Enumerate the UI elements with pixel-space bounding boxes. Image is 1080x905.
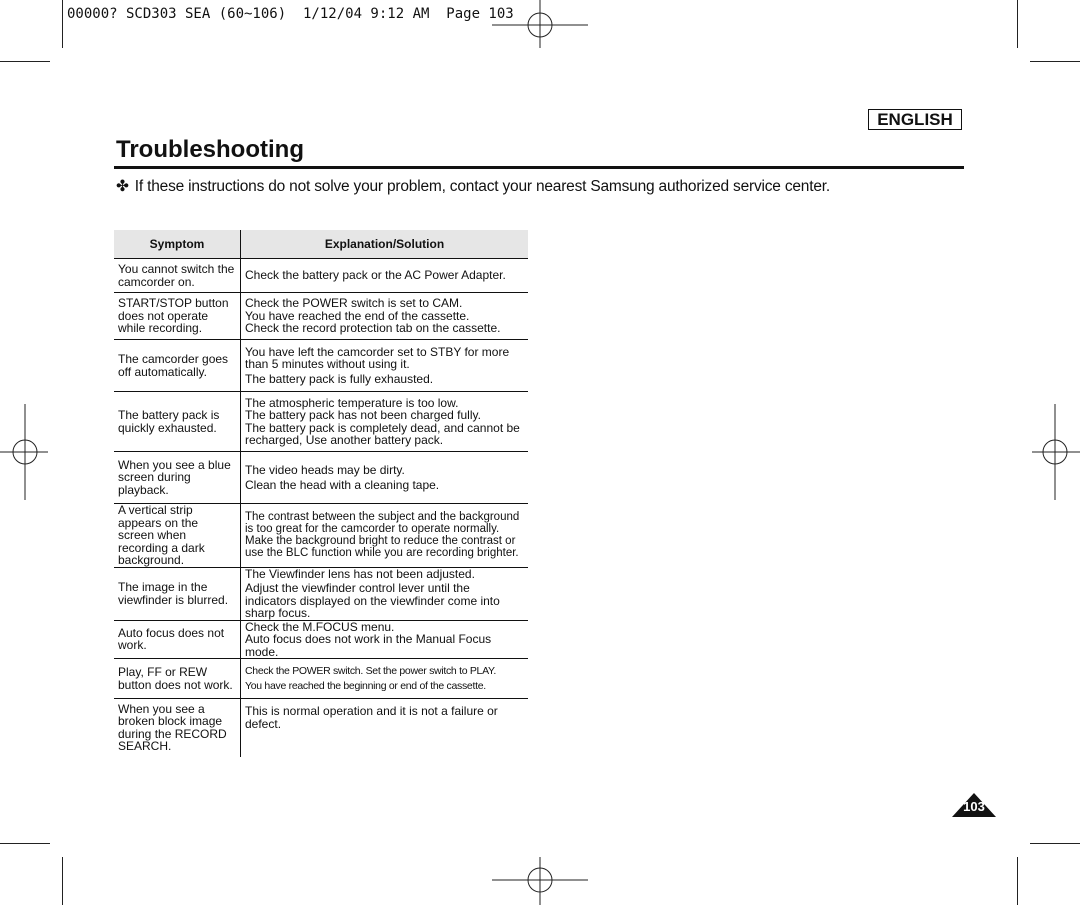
solution-line: The battery pack is completely dead, and cannot be recharged, Use another battery pack.: [245, 420, 520, 447]
solution-cell: [241, 259, 529, 293]
solution-cell: [241, 392, 529, 452]
table-row: [114, 620, 528, 659]
solution-line: Check the battery pack or the AC Power Adapter.: [245, 268, 506, 283]
symptom-cell: When you see a blue screen during playback.: [114, 452, 241, 504]
solution-cell: [241, 620, 529, 659]
print-header: 00000? SCD303 SEA (60~106) 1/12/04 9:12 AM Page 103: [67, 6, 514, 22]
table-row: [114, 504, 528, 568]
solution-line: You have reached the beginning or end of the cassette.: [245, 680, 486, 692]
header-solution: Explanation/Solution: [241, 230, 529, 259]
symptom-cell: The camcorder goes off automatically.: [114, 340, 241, 392]
table-row: [114, 259, 528, 293]
table-row: [114, 452, 528, 504]
solution-line: Check the M.FOCUS menu.: [245, 619, 395, 634]
solution-line: The atmospheric temperature is too low.: [245, 395, 459, 410]
solution-line: Check the record protection tab on the cassette.: [245, 321, 501, 336]
solution-line: Adjust the viewfinder control lever until the indicators displayed on the viewfinder come into sharp focus.: [245, 581, 500, 620]
troubleshooting-table: [114, 230, 528, 757]
symptom-cell: START/STOP button does not operate while recording.: [114, 293, 241, 340]
solution-cell: [241, 659, 529, 699]
symptom-cell: The battery pack is quickly exhausted.: [114, 392, 241, 452]
symptom-cell: You cannot switch the camcorder on.: [114, 259, 241, 293]
title-rule: [114, 166, 964, 169]
table-row: [114, 340, 528, 392]
solution-cell: [241, 293, 529, 340]
solution-line: The Viewfinder lens has not been adjusted.: [245, 566, 475, 581]
solution-cell: [241, 567, 529, 620]
solution-line: You have reached the end of the cassette.: [245, 308, 470, 323]
solution-line: This is normal operation and it is not a failure or defect.: [245, 704, 498, 731]
symptom-cell: Auto focus does not work.: [114, 620, 241, 659]
intro-text: If these instructions do not solve your problem, contact your nearest Samsung authorized service center.: [134, 178, 830, 195]
table-row: [114, 659, 528, 699]
solution-line: Check the POWER switch. Set the power switch to PLAY.: [245, 664, 496, 677]
solution-line: You have left the camcorder set to STBY for more than 5 minutes without using it.: [245, 344, 510, 372]
solution-line: Check the POWER switch is set to CAM.: [245, 296, 463, 311]
solution-cell: [241, 340, 529, 392]
symptom-cell: A vertical strip appears on the screen when recording a dark background.: [114, 504, 241, 568]
table-row: [114, 567, 528, 620]
page-number: 103: [963, 799, 985, 814]
solution-line: The battery pack is fully exhausted.: [245, 371, 434, 386]
symptom-cell: Play, FF or REW button does not work.: [114, 659, 241, 699]
solution-cell: [241, 452, 529, 504]
table-row: [114, 699, 528, 757]
table-row: [114, 392, 528, 452]
page-number-badge: [952, 793, 996, 817]
solution-cell: [241, 504, 529, 568]
page-title: Troubleshooting: [116, 136, 304, 163]
symptom-cell: The image in the viewfinder is blurred.: [114, 567, 241, 620]
bullet-icon: ✤: [116, 178, 129, 195]
header-symptom: Symptom: [114, 230, 241, 259]
solution-cell: [241, 699, 529, 757]
intro-note: [116, 177, 830, 196]
table-row: [114, 293, 528, 340]
solution-line: Auto focus does not work in the Manual Focus mode.: [245, 632, 492, 659]
solution-line: The video heads may be dirty.: [245, 463, 405, 477]
solution-line: Clean the head with a cleaning tape.: [245, 477, 440, 492]
language-label: ENGLISH: [868, 109, 962, 130]
solution-line: The battery pack has not been charged fully.: [245, 408, 481, 422]
symptom-cell: When you see a broken block image during the RECORD SEARCH.: [114, 699, 241, 757]
solution-line: The contrast between the subject and the background is too great for the camcorder to operate normally.: [245, 511, 520, 536]
solution-line: Make the background bright to reduce the contrast or use the BLC function while you are recording brighter.: [245, 535, 519, 560]
table-header-row: [114, 230, 528, 259]
